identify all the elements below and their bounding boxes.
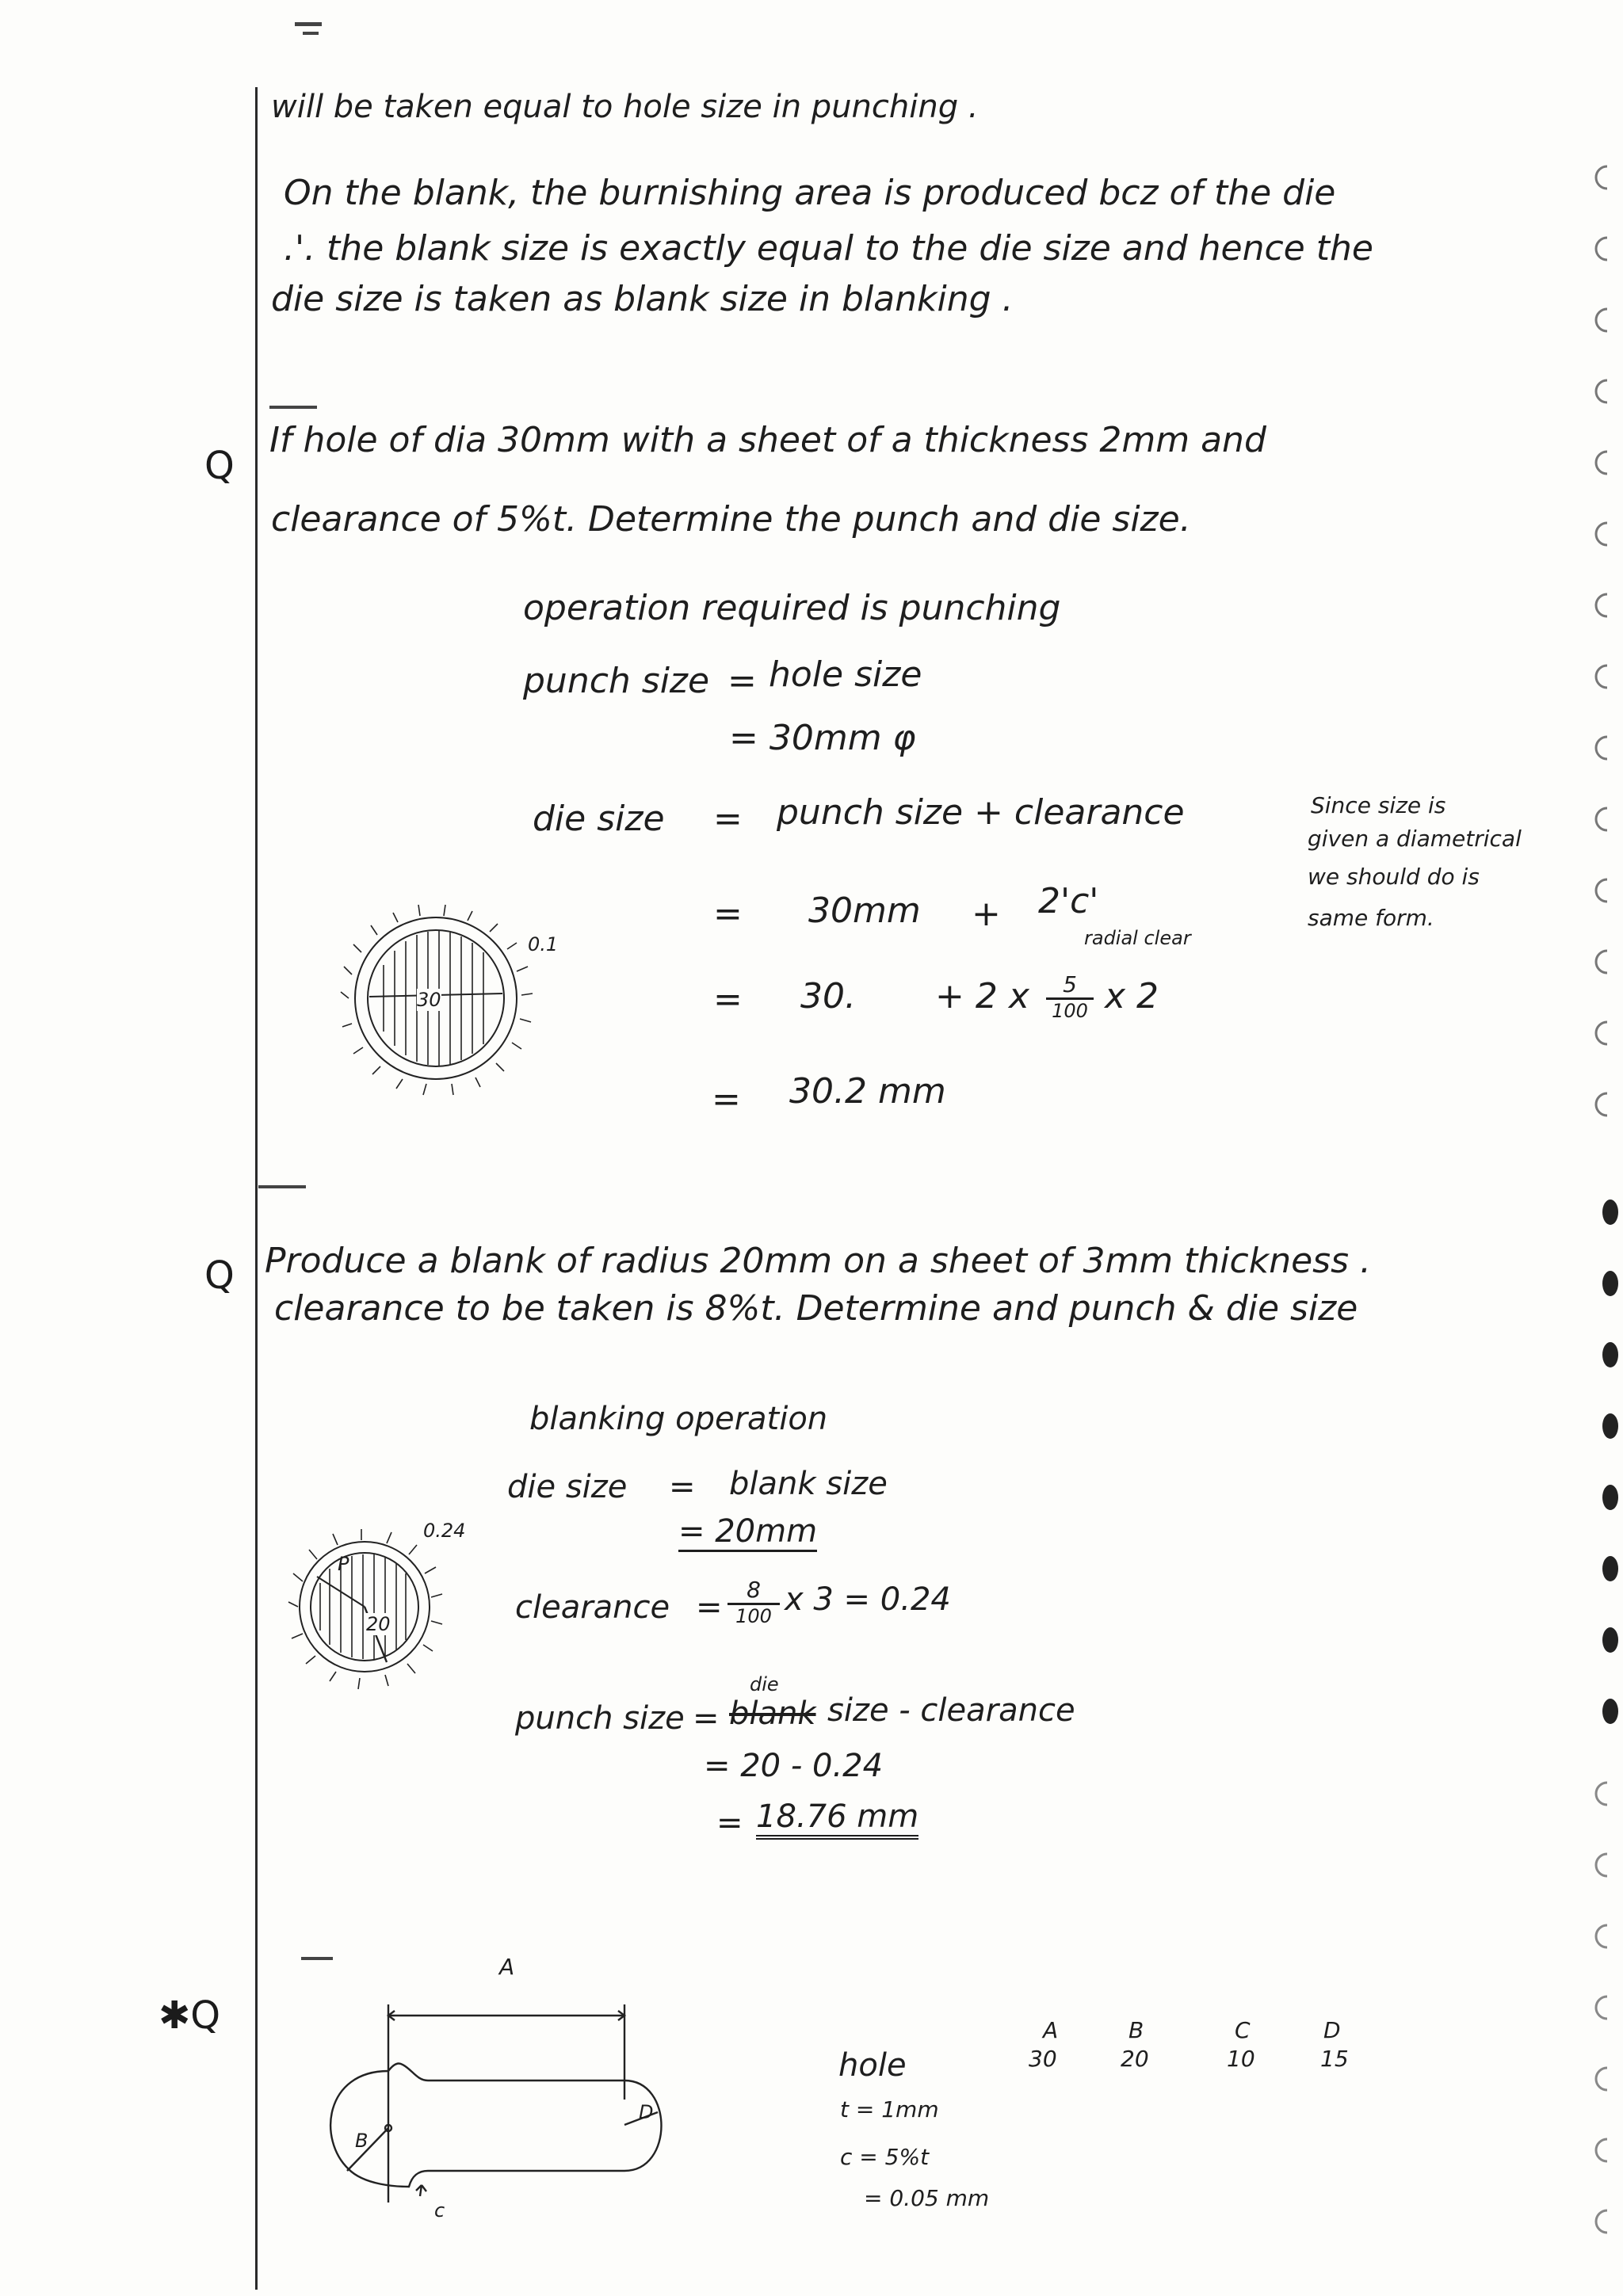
q3-fig-label-b: B xyxy=(355,2130,369,2152)
q1-line-1: If hole of dia 30mm with a sheet of a thickness 2mm and xyxy=(269,420,1266,460)
q2-line-1: Produce a blank of radius 20mm on a sheet of 3mm thickness . xyxy=(265,1241,1371,1281)
q2-fig-label-c: 0.24 xyxy=(423,1520,466,1542)
q2-blank-figure xyxy=(269,1521,460,1695)
q2-clearance-rest: x 3 = 0.24 xyxy=(785,1581,951,1618)
q1-side-note-4: same form. xyxy=(1308,905,1434,931)
q1-die-size-label: die size xyxy=(533,799,665,839)
page-margin-line xyxy=(255,87,258,2290)
q1-punch-size-label: punch size xyxy=(523,661,710,701)
q3-header-c: C xyxy=(1235,2017,1251,2043)
q1-side-note-2: given a diametrical xyxy=(1308,826,1522,852)
q2-line-2: clearance to be taken is 8%t. Determine and punch & die size xyxy=(274,1288,1358,1329)
q2-clearance-label: clearance xyxy=(515,1589,670,1626)
question-marker-starred: ✱Q xyxy=(158,1993,220,2038)
q2-punch-label: punch size xyxy=(515,1700,685,1737)
q1-operation: operation required is punching xyxy=(523,588,1061,628)
q2-fig-label-r: 20 xyxy=(366,1613,391,1635)
q3-header-d: D xyxy=(1323,2017,1341,2043)
q2-punch-rhs-struck: blank xyxy=(729,1695,816,1732)
q3-clearance: c = 5%t xyxy=(840,2144,930,2170)
question-marker: Q xyxy=(204,444,235,488)
q2-fig-label-p: P xyxy=(338,1553,349,1575)
q1-die-rhs-3c: x 2 xyxy=(1105,976,1159,1016)
q2-eq-sign: = xyxy=(696,1589,723,1626)
q3-fig-label-a: A xyxy=(499,1954,515,1980)
q1-punch-size-result: = 30mm φ xyxy=(729,718,916,758)
q1-die-rhs-3a: 30. xyxy=(800,976,856,1016)
q1-eq-sign: = xyxy=(713,799,743,839)
q1-die-result-sign: = xyxy=(712,1079,741,1119)
q1-line-2: clearance of 5%t. Determine the punch and die size. xyxy=(271,499,1191,540)
q2-fraction-denominator: 100 xyxy=(735,1605,772,1627)
q3-fig-label-c: c xyxy=(434,2199,445,2222)
q3-part-figure xyxy=(301,1973,713,2210)
q2-punch-step: = 20 - 0.24 xyxy=(704,1748,884,1784)
q1-die-rhs-2a: 30mm xyxy=(808,891,921,931)
q1-die-rhs-2-note: radial clear xyxy=(1084,927,1191,949)
q2-eq-sign: = xyxy=(693,1700,720,1737)
q1-fig-label-dia: 30 xyxy=(417,989,441,1011)
q1-fraction xyxy=(1046,971,1094,1022)
q2-operation: blanking operation xyxy=(529,1401,828,1437)
q1-fraction-denominator: 100 xyxy=(1052,1000,1088,1022)
q1-eq-sign: = xyxy=(727,661,757,701)
scan-artifact xyxy=(303,32,319,35)
binder-rings xyxy=(1575,0,1623,2296)
scan-artifact xyxy=(269,406,317,409)
q3-fig-label-d: D xyxy=(639,2101,654,2123)
intro-line-3: .'. the blank size is exactly equal to the die size and hence the xyxy=(284,228,1373,269)
q1-fig-label-c: 0.1 xyxy=(528,933,559,955)
intro-line-4: die size is taken as blank size in blanking . xyxy=(271,279,1014,319)
intro-line-2: On the blank, the burnishing area is produced bcz of the die xyxy=(284,173,1336,213)
q1-die-rhs-3b: + 2 x xyxy=(935,976,1029,1016)
q2-punch-rhs-inserted: die xyxy=(750,1673,779,1695)
scan-artifact xyxy=(301,1957,333,1960)
q3-value-b: 20 xyxy=(1121,2046,1149,2072)
scan-artifact xyxy=(295,22,322,26)
q1-fraction-numerator: 5 xyxy=(1063,971,1077,997)
q3-hole-label: hole xyxy=(838,2047,907,2084)
q3-header-b: B xyxy=(1128,2017,1144,2043)
q2-punch-result: 18.76 mm xyxy=(756,1798,918,1840)
q1-die-rhs-2c: 2'c' xyxy=(1038,881,1099,921)
q2-die-label: die size xyxy=(507,1469,628,1505)
q2-punch-rhs: size - clearance xyxy=(827,1692,1075,1729)
q2-eq-sign: = xyxy=(669,1469,696,1505)
q3-value-d: 15 xyxy=(1320,2046,1349,2072)
q3-value-c: 10 xyxy=(1227,2046,1255,2072)
q1-eq-sign: = xyxy=(713,979,743,1020)
q3-value-a: 30 xyxy=(1029,2046,1057,2072)
q3-thickness: t = 1mm xyxy=(840,2096,939,2122)
q3-header-a: A xyxy=(1043,2017,1059,2043)
q2-fraction xyxy=(727,1577,780,1627)
q2-fraction-numerator: 8 xyxy=(747,1577,761,1603)
q3-clearance-result: = 0.05 mm xyxy=(864,2185,990,2211)
q1-die-result: 30.2 mm xyxy=(789,1071,946,1112)
q1-side-note-1: Since size is xyxy=(1311,792,1446,818)
q1-eq-sign: = xyxy=(713,894,743,934)
q1-punch-size-value: hole size xyxy=(769,654,922,695)
q2-punch-result-sign: = xyxy=(716,1805,743,1841)
intro-line-1: will be taken equal to hole size in punching . xyxy=(271,89,979,125)
q1-die-rhs-2b: + xyxy=(972,894,1001,934)
q1-die-rhs-1: punch size + clearance xyxy=(777,792,1185,833)
q1-side-note-3: we should do is xyxy=(1308,864,1480,890)
scan-artifact xyxy=(258,1185,306,1188)
q2-die-result: = 20mm xyxy=(678,1513,817,1552)
q2-die-value: blank size xyxy=(729,1466,888,1502)
question-marker: Q xyxy=(204,1253,235,1298)
